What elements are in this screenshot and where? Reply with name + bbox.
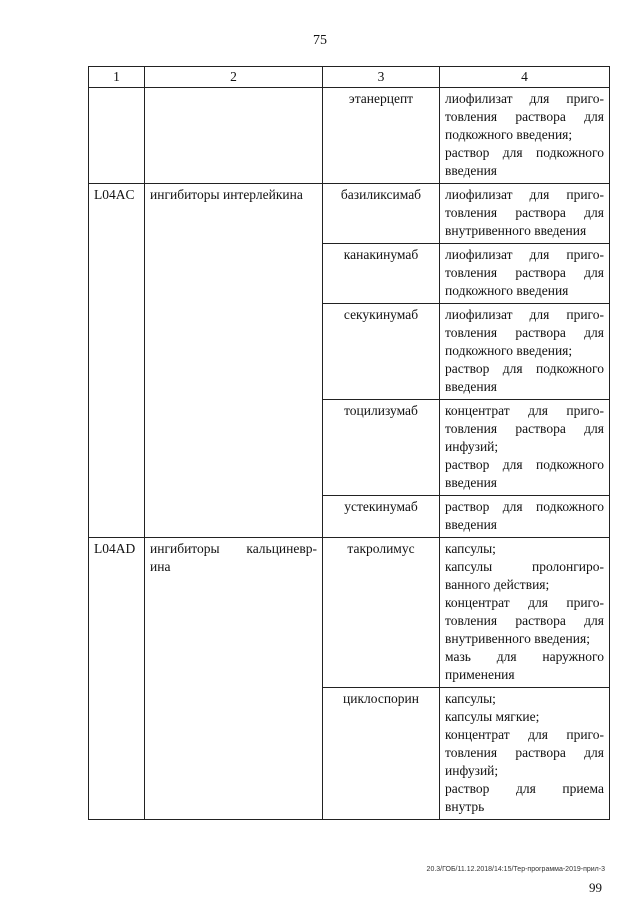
drug-name-cell: секукинумаб [323, 304, 440, 400]
drug-name-cell: циклоспорин [323, 688, 440, 820]
dosage-form-line: раствор для приема [445, 781, 604, 796]
dosage-form-line: лиофилизат для приго- [445, 187, 604, 202]
dosage-form-cell [440, 244, 610, 304]
atc-code-cell [89, 88, 145, 184]
dosage-form-line: товления раствора для [445, 265, 604, 280]
dosage-form-line: раствор для подкожного [445, 499, 604, 514]
dosage-form-cell [440, 688, 610, 820]
dosage-form-line: товления раствора для [445, 421, 604, 436]
page-number: 75 [313, 33, 327, 48]
drug-name-cell: устекинумаб [323, 496, 440, 538]
dosage-form-cell [440, 88, 610, 184]
dosage-form-cell [440, 184, 610, 244]
group-name-cell [145, 538, 323, 820]
dosage-form-line: инфузий; [445, 439, 499, 454]
table-body [89, 88, 610, 820]
dosage-form-line: лиофилизат для приго- [445, 247, 604, 262]
table-row [89, 88, 610, 184]
dosage-form-line: товления раствора для [445, 613, 604, 628]
group-name-line: ина [150, 559, 171, 574]
dosage-form-line: внутривенного введения; [445, 631, 590, 646]
column-header: 1 [89, 67, 145, 88]
dosage-form-cell [440, 400, 610, 496]
dosage-form-line: внутривенного введения [445, 223, 587, 238]
dosage-form-line: подкожного введения; [445, 127, 573, 142]
drug-name-cell: канакинумаб [323, 244, 440, 304]
dosage-form-line: раствор для подкожного [445, 457, 604, 472]
dosage-form-line: подкожного введения [445, 283, 569, 298]
column-header: 4 [440, 67, 610, 88]
group-name-cell [145, 88, 323, 184]
dosage-form-cell [440, 304, 610, 400]
drug-name-cell: тоцилизумаб [323, 400, 440, 496]
dosage-form-line: товления раствора для [445, 745, 604, 760]
dosage-form-line: введения [445, 517, 498, 532]
dosage-form-line: концентрат для приго- [445, 403, 604, 418]
dosage-form-line: товления раствора для [445, 205, 604, 220]
drug-name-cell: этанерцепт [323, 88, 440, 184]
dosage-form-line: инфузий; [445, 763, 499, 778]
footer-page-number: 99 [589, 880, 602, 895]
dosage-form-line: лиофилизат для приго- [445, 307, 604, 322]
dosage-form-line: лиофилизат для приго- [445, 91, 604, 106]
dosage-form-line: капсулы мягкие; [445, 709, 540, 724]
dosage-form-line: капсулы; [445, 541, 496, 556]
drug-table [88, 66, 610, 820]
column-header: 2 [145, 67, 323, 88]
dosage-form-line: товления раствора для [445, 109, 604, 124]
dosage-form-line: введения [445, 163, 498, 178]
dosage-form-line: капсулы пролонгиро- [445, 559, 604, 574]
atc-code-cell: L04AC [89, 184, 145, 538]
dosage-form-line: применения [445, 667, 515, 682]
drug-name-cell: такролимус [323, 538, 440, 688]
atc-code-cell: L04AD [89, 538, 145, 820]
table-row [89, 184, 610, 244]
dosage-form-line: концентрат для приго- [445, 595, 604, 610]
dosage-form-line: ванного действия; [445, 577, 550, 592]
dosage-form-line: капсулы; [445, 691, 496, 706]
dosage-form-line: введения [445, 379, 498, 394]
dosage-form-line: мазь для наружного [445, 649, 604, 664]
dosage-form-line: раствор для подкожного [445, 145, 604, 160]
dosage-form-line: внутрь [445, 799, 485, 814]
dosage-form-line: подкожного введения; [445, 343, 573, 358]
group-name-cell: ингибиторы интерлейкина [145, 184, 323, 538]
group-name-line: ингибиторы кальциневр- [150, 541, 317, 556]
table-row [89, 538, 610, 688]
dosage-form-line: концентрат для приго- [445, 727, 604, 742]
dosage-form-cell [440, 496, 610, 538]
dosage-form-line: товления раствора для [445, 325, 604, 340]
dosage-form-line: введения [445, 475, 498, 490]
footer-document-code: 20.3/ГОБ/11.12.2018/14:15/Тер-программа-2019-прил-3 [426, 866, 605, 873]
dosage-form-cell [440, 538, 610, 688]
dosage-form-line: раствор для подкожного [445, 361, 604, 376]
table-header-row [89, 67, 610, 88]
column-header: 3 [323, 67, 440, 88]
drug-name-cell: базиликсимаб [323, 184, 440, 244]
